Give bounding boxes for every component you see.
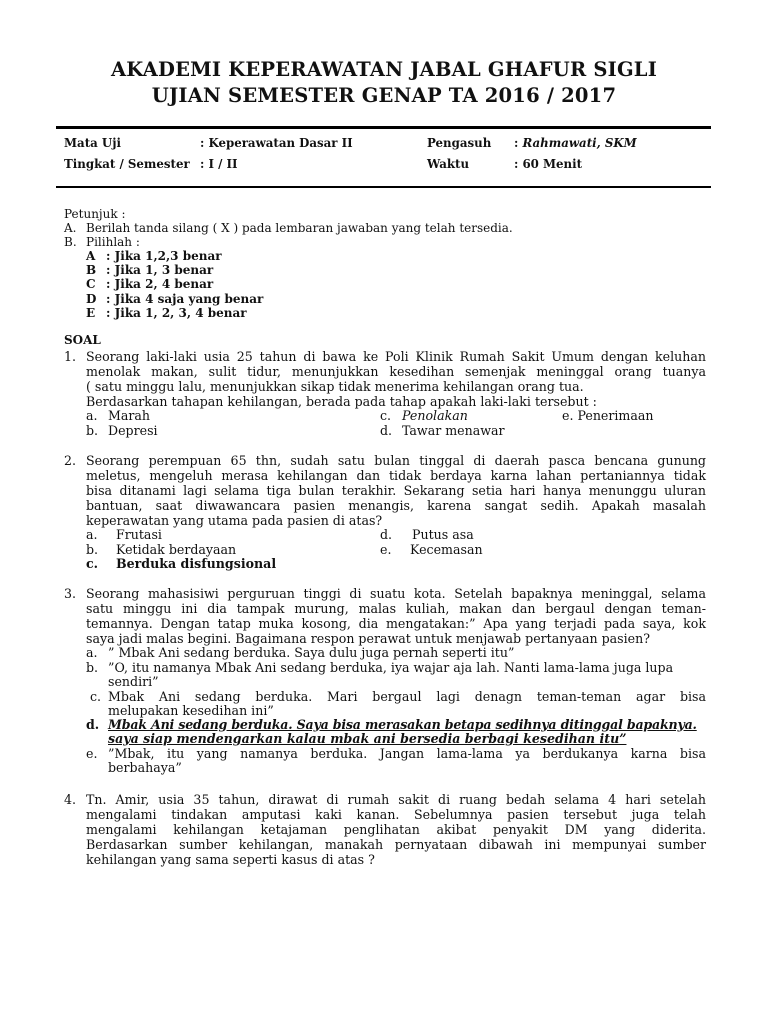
choice-key: E	[86, 306, 96, 320]
question-text-line: Tn. Amir, usia 35 tahun, dirawat di rumah sakit di ruang bedah selama 4 hari setelah	[86, 792, 706, 807]
option-a-text: Frutasi	[116, 527, 162, 542]
choice-key: B	[86, 263, 97, 277]
option-b-marker: b.	[86, 423, 99, 438]
petunjuk-a-text: Berilah tanda silang ( X ) pada lembaran jawaban yang telah tersedia.	[86, 221, 513, 235]
choice-value: : Jika 4 saja yang benar	[106, 292, 264, 306]
option-c-text: Berduka disfungsional	[116, 556, 277, 571]
option-b-marker: b.	[86, 542, 99, 557]
option-e-text: Kecemasan	[410, 542, 483, 557]
exam-title: UJIAN SEMESTER GENAP TA 2016 / 2017	[151, 84, 617, 107]
question-text-line: Seorang mahasisiwi perguruan tinggi di suatu kota. Setelah bapaknya meninggal, selama	[86, 586, 706, 601]
choice-value: : Jika 1,2,3 benar	[106, 249, 222, 263]
option-c-marker: c.	[86, 556, 99, 571]
choice-value: : Jika 1, 3 benar	[106, 263, 214, 277]
option-d-text: Tawar menawar	[402, 423, 505, 438]
question-text-line: meletus, mengeluh merasa kehilangan dan tidak berdaya karna lahan pertaniannya tidak	[86, 468, 706, 483]
option-d-marker: d.	[86, 717, 100, 732]
option-c-text: Penolakan	[402, 408, 468, 423]
option-b-text: ”O, itu namanya Mbak Ani sedang berduka, iya wajar aja lah. Nanti lama-lama juga lupa	[108, 660, 674, 675]
option-b-marker: b.	[86, 660, 99, 675]
question-text-line: bisa ditanami lagi selama tiga bulan terakhir. Sekarang setia hari hanya menunggu uluran	[86, 483, 706, 498]
question-number: 1.	[64, 349, 77, 364]
choice-key: D	[86, 292, 97, 306]
pengasuh-colon: :	[514, 136, 523, 150]
choice-key: A	[86, 249, 96, 263]
institution-title: AKADEMI KEPERAWATAN JABAL GHAFUR SIGLI	[110, 58, 658, 81]
option-e-marker: e.	[380, 542, 392, 557]
pengasuh-value: Rahmawati, SKM	[522, 136, 637, 150]
option-d-marker: d.	[380, 423, 393, 438]
question-text-line: ( satu minggu lalu, menunjukkan sikap tidak menerima kehilangan orang tua.	[86, 379, 584, 394]
option-d-text: Putus asa	[412, 527, 474, 542]
top-rule	[56, 126, 711, 129]
option-d-text-cont: saya siap mendengarkan kalau mbak ani bersedia berbagi kesedihan itu”	[108, 731, 627, 746]
petunjuk-heading: Petunjuk :	[64, 207, 126, 221]
soal-heading: SOAL	[64, 333, 101, 347]
question-text-line: menolak makan, sulit tidur, menunjukkan kesedihan semenjak meninggal orang tuanya	[86, 364, 706, 379]
option-a-marker: a.	[86, 408, 98, 423]
question-number: 2.	[64, 453, 77, 468]
option-d-text: Mbak Ani sedang berduka. Saya bisa merasakan betapa sedihnya ditinggal bapaknya.	[108, 717, 697, 732]
option-d-marker: d.	[380, 527, 393, 542]
waktu-value: : 60 Menit	[514, 157, 583, 171]
pengasuh-label: Pengasuh	[427, 136, 492, 150]
question-text-line: Berdasarkan tahapan kehilangan, berada pada tahap apakah laki-laki tersebut :	[86, 394, 597, 409]
mata-uji-value: : Keperawatan Dasar II	[200, 136, 353, 150]
petunjuk-a-marker: A.	[64, 221, 77, 235]
question-text-line: satu minggu ini dia tampak murung, malas kuliah, makan dan bergaul dengan teman-	[86, 601, 706, 616]
choice-value: : Jika 2, 4 benar	[106, 277, 214, 291]
option-b-text-cont: sendiri”	[108, 674, 159, 689]
question-text-line: bantuan, saat diwawancara pasien menangis, karena sangat sedih. Apakah masalah	[86, 498, 706, 513]
mata-uji-label: Mata Uji	[64, 136, 121, 150]
tingkat-value: : I / II	[200, 157, 238, 171]
choice-value: : Jika 1, 2, 3, 4 benar	[106, 306, 247, 320]
petunjuk-b-text: Pilihlah :	[86, 235, 140, 249]
question-text-line: keperawatan yang utama pada pasien di atas?	[86, 513, 383, 528]
question-number: 4.	[64, 792, 77, 807]
question-number: 3.	[64, 586, 77, 601]
option-c-text-cont: melupakan kesedihan ini”	[108, 703, 274, 718]
option-a-marker: a.	[86, 527, 98, 542]
option-a-marker: a.	[86, 645, 98, 660]
petunjuk-b-marker: B.	[64, 235, 77, 249]
option-e-text: e. Penerimaan	[562, 408, 654, 423]
option-a-text: Marah	[108, 408, 151, 423]
pengasuh-field	[514, 136, 637, 150]
question-text-line: kehilangan yang sama seperti kasus di atas ?	[86, 852, 375, 867]
option-a-text: ” Mbak Ani sedang berduka. Saya dulu juga pernah seperti itu”	[108, 645, 515, 660]
option-c-marker: c.	[90, 689, 102, 704]
option-e-text: ”Mbak, itu yang namanya berduka. Jangan lama-lama ya berdukanya karna bisa	[108, 746, 706, 761]
question-text-line: Seorang laki-laki usia 25 tahun di bawa ke Poli Klinik Rumah Sakit Umum dengan keluhan	[86, 349, 706, 364]
option-c-marker: c.	[380, 408, 392, 423]
option-c-text: Mbak Ani sedang berduka. Mari bergaul lagi denagn teman-teman agar bisa	[108, 689, 706, 704]
option-e-text-cont: berbahaya”	[108, 760, 182, 775]
question-text-line: temannya. Dengan tatap muka kosong, dia mengatakan:” Apa yang terjadi pada saya, kok	[86, 616, 706, 631]
question-text-line: Seorang perempuan 65 thn, sudah satu bulan tinggal di daerah pasca bencana gunung	[86, 453, 706, 468]
question-text-line: Berdasarkan sumber kehilangan, manakah pernyataan dibawah ini mempunyai sumber	[86, 837, 706, 852]
option-e-marker: e.	[86, 746, 98, 761]
choice-key: C	[86, 277, 96, 291]
question-text-line: mengalami tindakan amputasi kaki kanan. Sebelumnya pasien tersebut juga telah	[86, 807, 706, 822]
bottom-rule	[56, 186, 711, 188]
waktu-label: Waktu	[427, 157, 470, 171]
question-text-line: mengalami kehilangan ketajaman penglihatan akibat penyakit DM yang diderita.	[86, 822, 706, 837]
option-b-text: Ketidak berdayaan	[116, 542, 237, 557]
tingkat-label: Tingkat / Semester	[64, 157, 190, 171]
question-text-line: saya jadi malas begini. Bagaimana respon perawat untuk menjawab pertanyaan pasien?	[86, 631, 650, 646]
option-b-text: Depresi	[108, 423, 158, 438]
